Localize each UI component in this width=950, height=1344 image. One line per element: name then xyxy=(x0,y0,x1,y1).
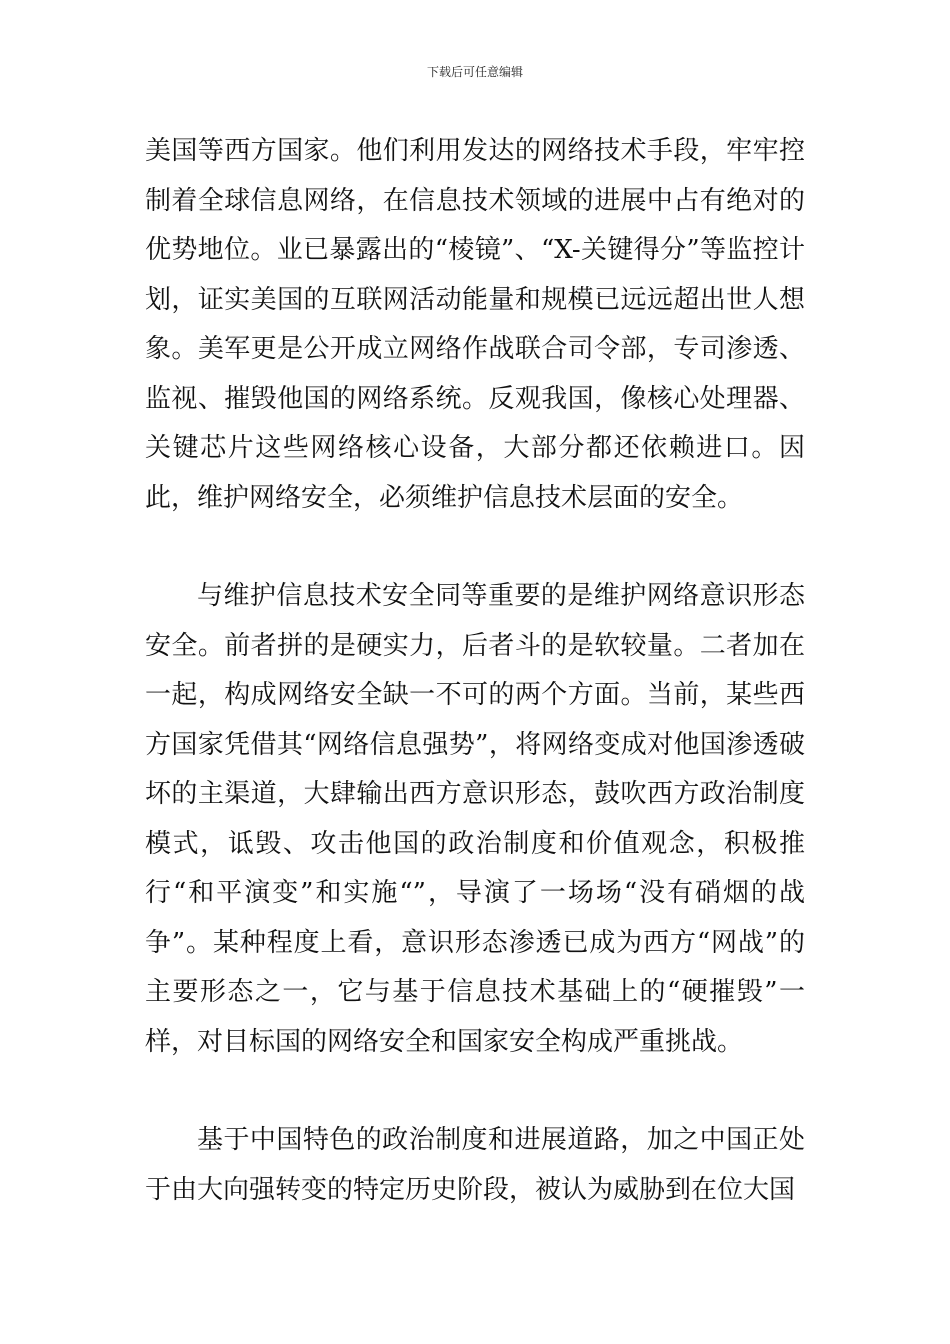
paragraph-3: 基于中国特色的政治制度和进展道路，加之中国正处于由大向强转变的特定历史阶段，被认为威胁到在位大国 xyxy=(145,1125,805,1205)
page-header: 下载后可任意编辑 xyxy=(426,65,523,79)
paragraph-1: 美国等西方国家。他们利用发达的网络技术手段，牢牢控制着全球信息网络，在信息技术领域的进展中占有绝对的优势地位。业已暴露出的“棱镜”、“X-关键得分”等监控计划，证实美国的互联网活动能量和规模已远远超出世人想象。美军更是公开成立网络作战联合司令部，专司渗透、监视、摧毁他国的网络系统。反观我国，像核心处理器、关键芯片这些网络核心设备，大部分都还依赖进口。因此，维护网络安全，必须维护信息技术层面的安全。 xyxy=(145,136,805,513)
document-body xyxy=(145,127,805,1215)
paragraph-2: 与维护信息技术安全同等重要的是维护网络意识形态安全。前者拼的是硬实力，后者斗的是软较量。二者加在一起，构成网络安全缺一不可的两个方面。当前，某些西方国家凭借其“网络信息强势”，将网络变成对他国渗透破坏的主渠道，大肆输出西方意识形态，鼓吹西方政治制度模式，诋毁、攻击他国的政治制度和价值观念，积极推行“和平演变”和实施“”，导演了一场场“没有硝烟的战争”。某种程度上看，意识形态渗透已成为西方“网战”的主要形态之一，它与基于信息技术基础上的“硬摧毁”一样，对目标国的网络安全和国家安全构成严重挑战。 xyxy=(145,581,805,1057)
